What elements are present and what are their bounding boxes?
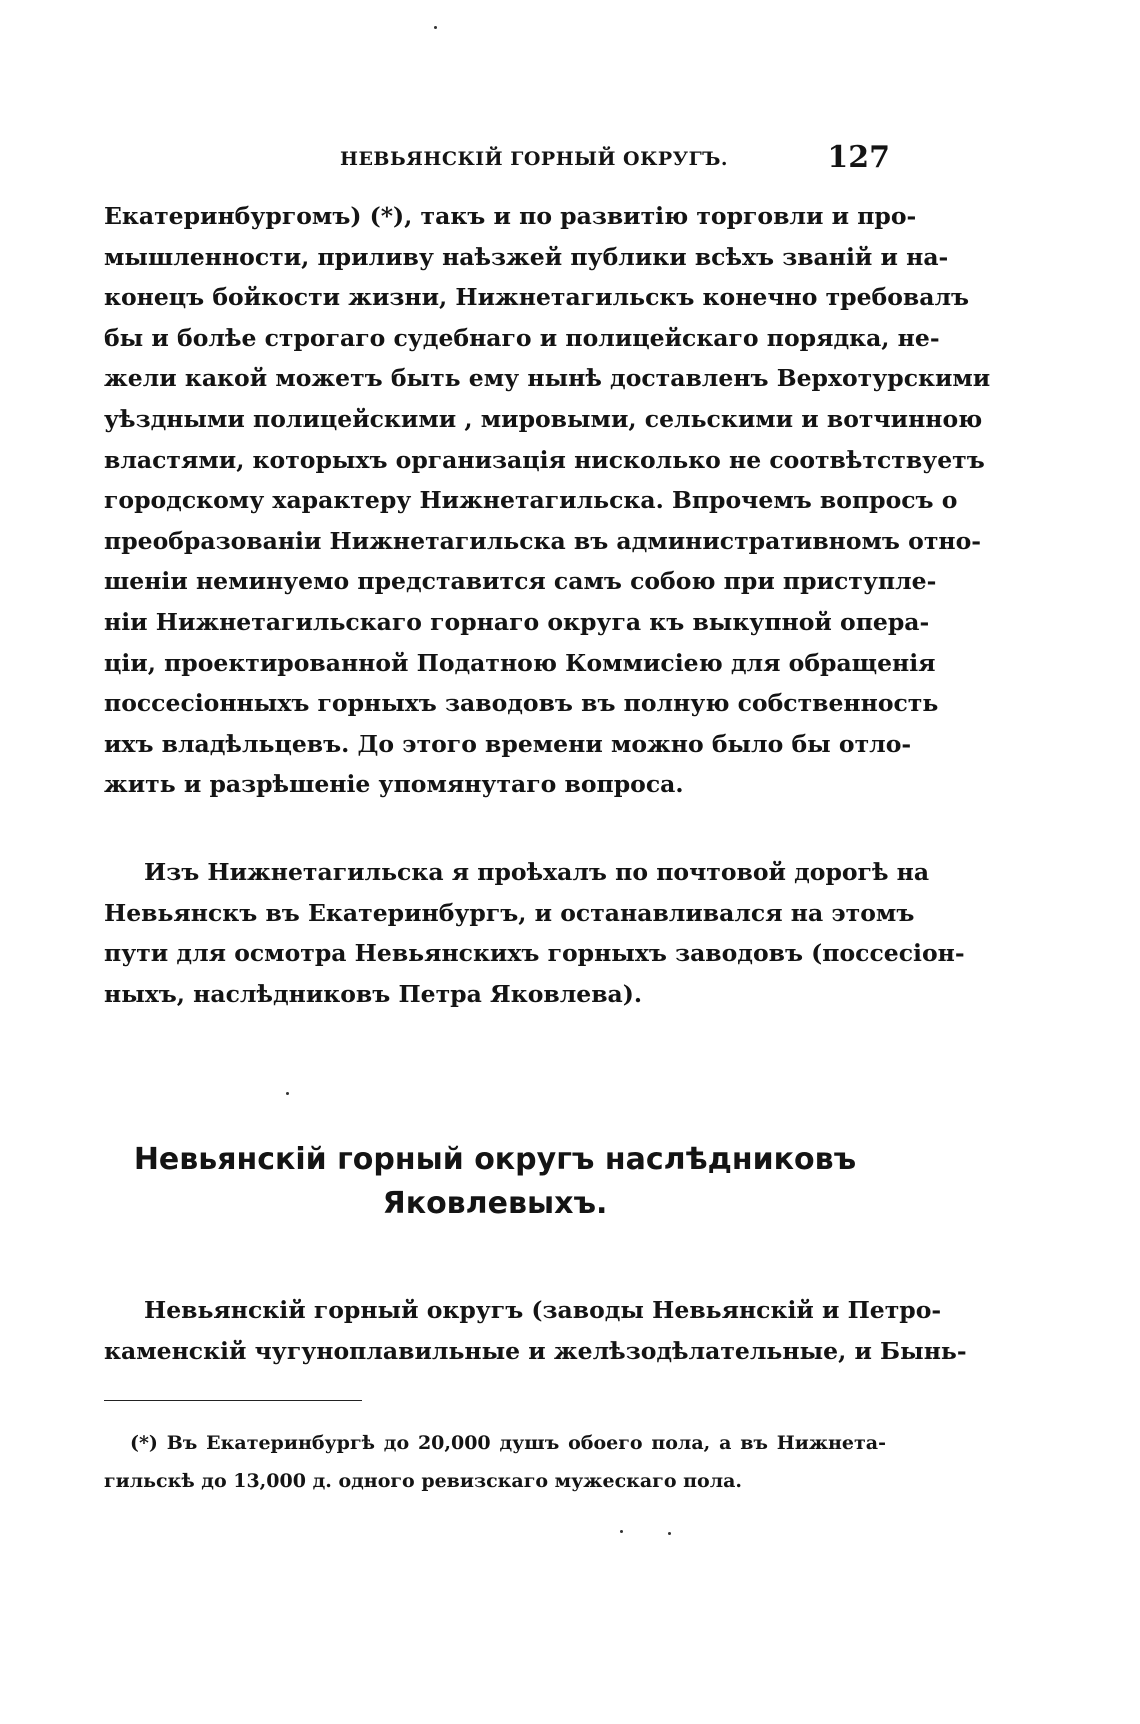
text-line: ціи, проектированной Податною Коммисіею для обращенія — [104, 648, 936, 677]
text-line: поссесіонныхъ горныхъ заводовъ въ полную собственность — [104, 689, 939, 718]
footnote — [104, 1424, 886, 1500]
text-line: мышленности, приливу наѣзжей публики всѣхъ званій и на- — [104, 242, 949, 271]
page-number: 127 — [827, 140, 890, 175]
text-line: Невьянскій горный округъ (заводы Невьянскій и Петро- — [144, 1296, 942, 1324]
text-line: городскому характеру Нижнетагильска. Впрочемъ вопросъ о — [104, 486, 958, 515]
text-line: Невьянскъ въ Екатеринбургъ, и останавливался на этомъ — [104, 898, 915, 927]
text-line: преобразованіи Нижнетагильска въ административномъ отно- — [104, 526, 982, 555]
text-line: пути для осмотра Невьянскихъ горныхъ заводовъ (поссесіон- — [104, 939, 965, 968]
text-line: уѣздными полицейскими , мировыми, сельскими и вотчинною — [104, 404, 983, 433]
scan-speck — [668, 1532, 671, 1535]
text-line: ніи Нижнетагильскаго горнаго округа къ выкупной опера- — [104, 607, 930, 636]
text-line: жить и разрѣшеніе упомянутаго вопроса. — [104, 770, 684, 799]
section-heading-line: Яковлевыхъ. — [382, 1186, 608, 1221]
section-heading-line: Невьянскій горный округъ наслѣдниковъ — [133, 1142, 857, 1177]
text-line: бы и болѣе строгаго судебнаго и полицейскаго порядка, не- — [104, 323, 940, 352]
footnote-line: гильскѣ до 13,000 д. одного ревизскаго мужескаго пола. — [104, 1470, 743, 1492]
running-title: НЕВЬЯНСКІЙ ГОРНЫЙ ОКРУГЪ. — [340, 148, 728, 170]
scan-speck — [620, 1530, 623, 1533]
scan-speck — [434, 26, 437, 29]
text-line: ихъ владѣльцевъ. До этого времени можно было бы отло- — [104, 729, 912, 758]
paragraph-journey — [104, 852, 965, 1014]
footnote-divider — [104, 1400, 362, 1401]
scan-speck — [286, 1092, 289, 1095]
text-line: шеніи неминуемо представится самъ собою при приступле- — [104, 567, 937, 596]
text-line: властями, которыхъ организація нисколько не соотвѣтствуетъ — [104, 445, 985, 474]
text-line: каменскій чугуноплавильные и желѣзодѣлательные, и Бынь- — [104, 1336, 967, 1365]
text-line: Екатеринбургомъ) (*), такъ и по развитію торговли и про- — [104, 202, 917, 230]
paragraph-section-intro — [104, 1290, 967, 1371]
paragraph-continuation — [104, 196, 991, 805]
section-heading — [104, 1138, 886, 1226]
text-line: жели какой можетъ быть ему нынѣ доставленъ Верхотурскими — [104, 364, 991, 393]
text-line: ныхъ, наслѣдниковъ Петра Яковлева). — [104, 979, 643, 1008]
text-line: Изъ Нижнетагильска я проѣхалъ по почтовой дорогѣ на — [144, 858, 930, 886]
running-header — [100, 140, 890, 180]
footnote-line: (*) Въ Екатеринбургѣ до 20,000 душъ обоего пола, а въ Нижнета- — [130, 1432, 886, 1454]
text-line: конецъ бойкости жизни, Нижнетагильскъ конечно требовалъ — [104, 283, 970, 312]
